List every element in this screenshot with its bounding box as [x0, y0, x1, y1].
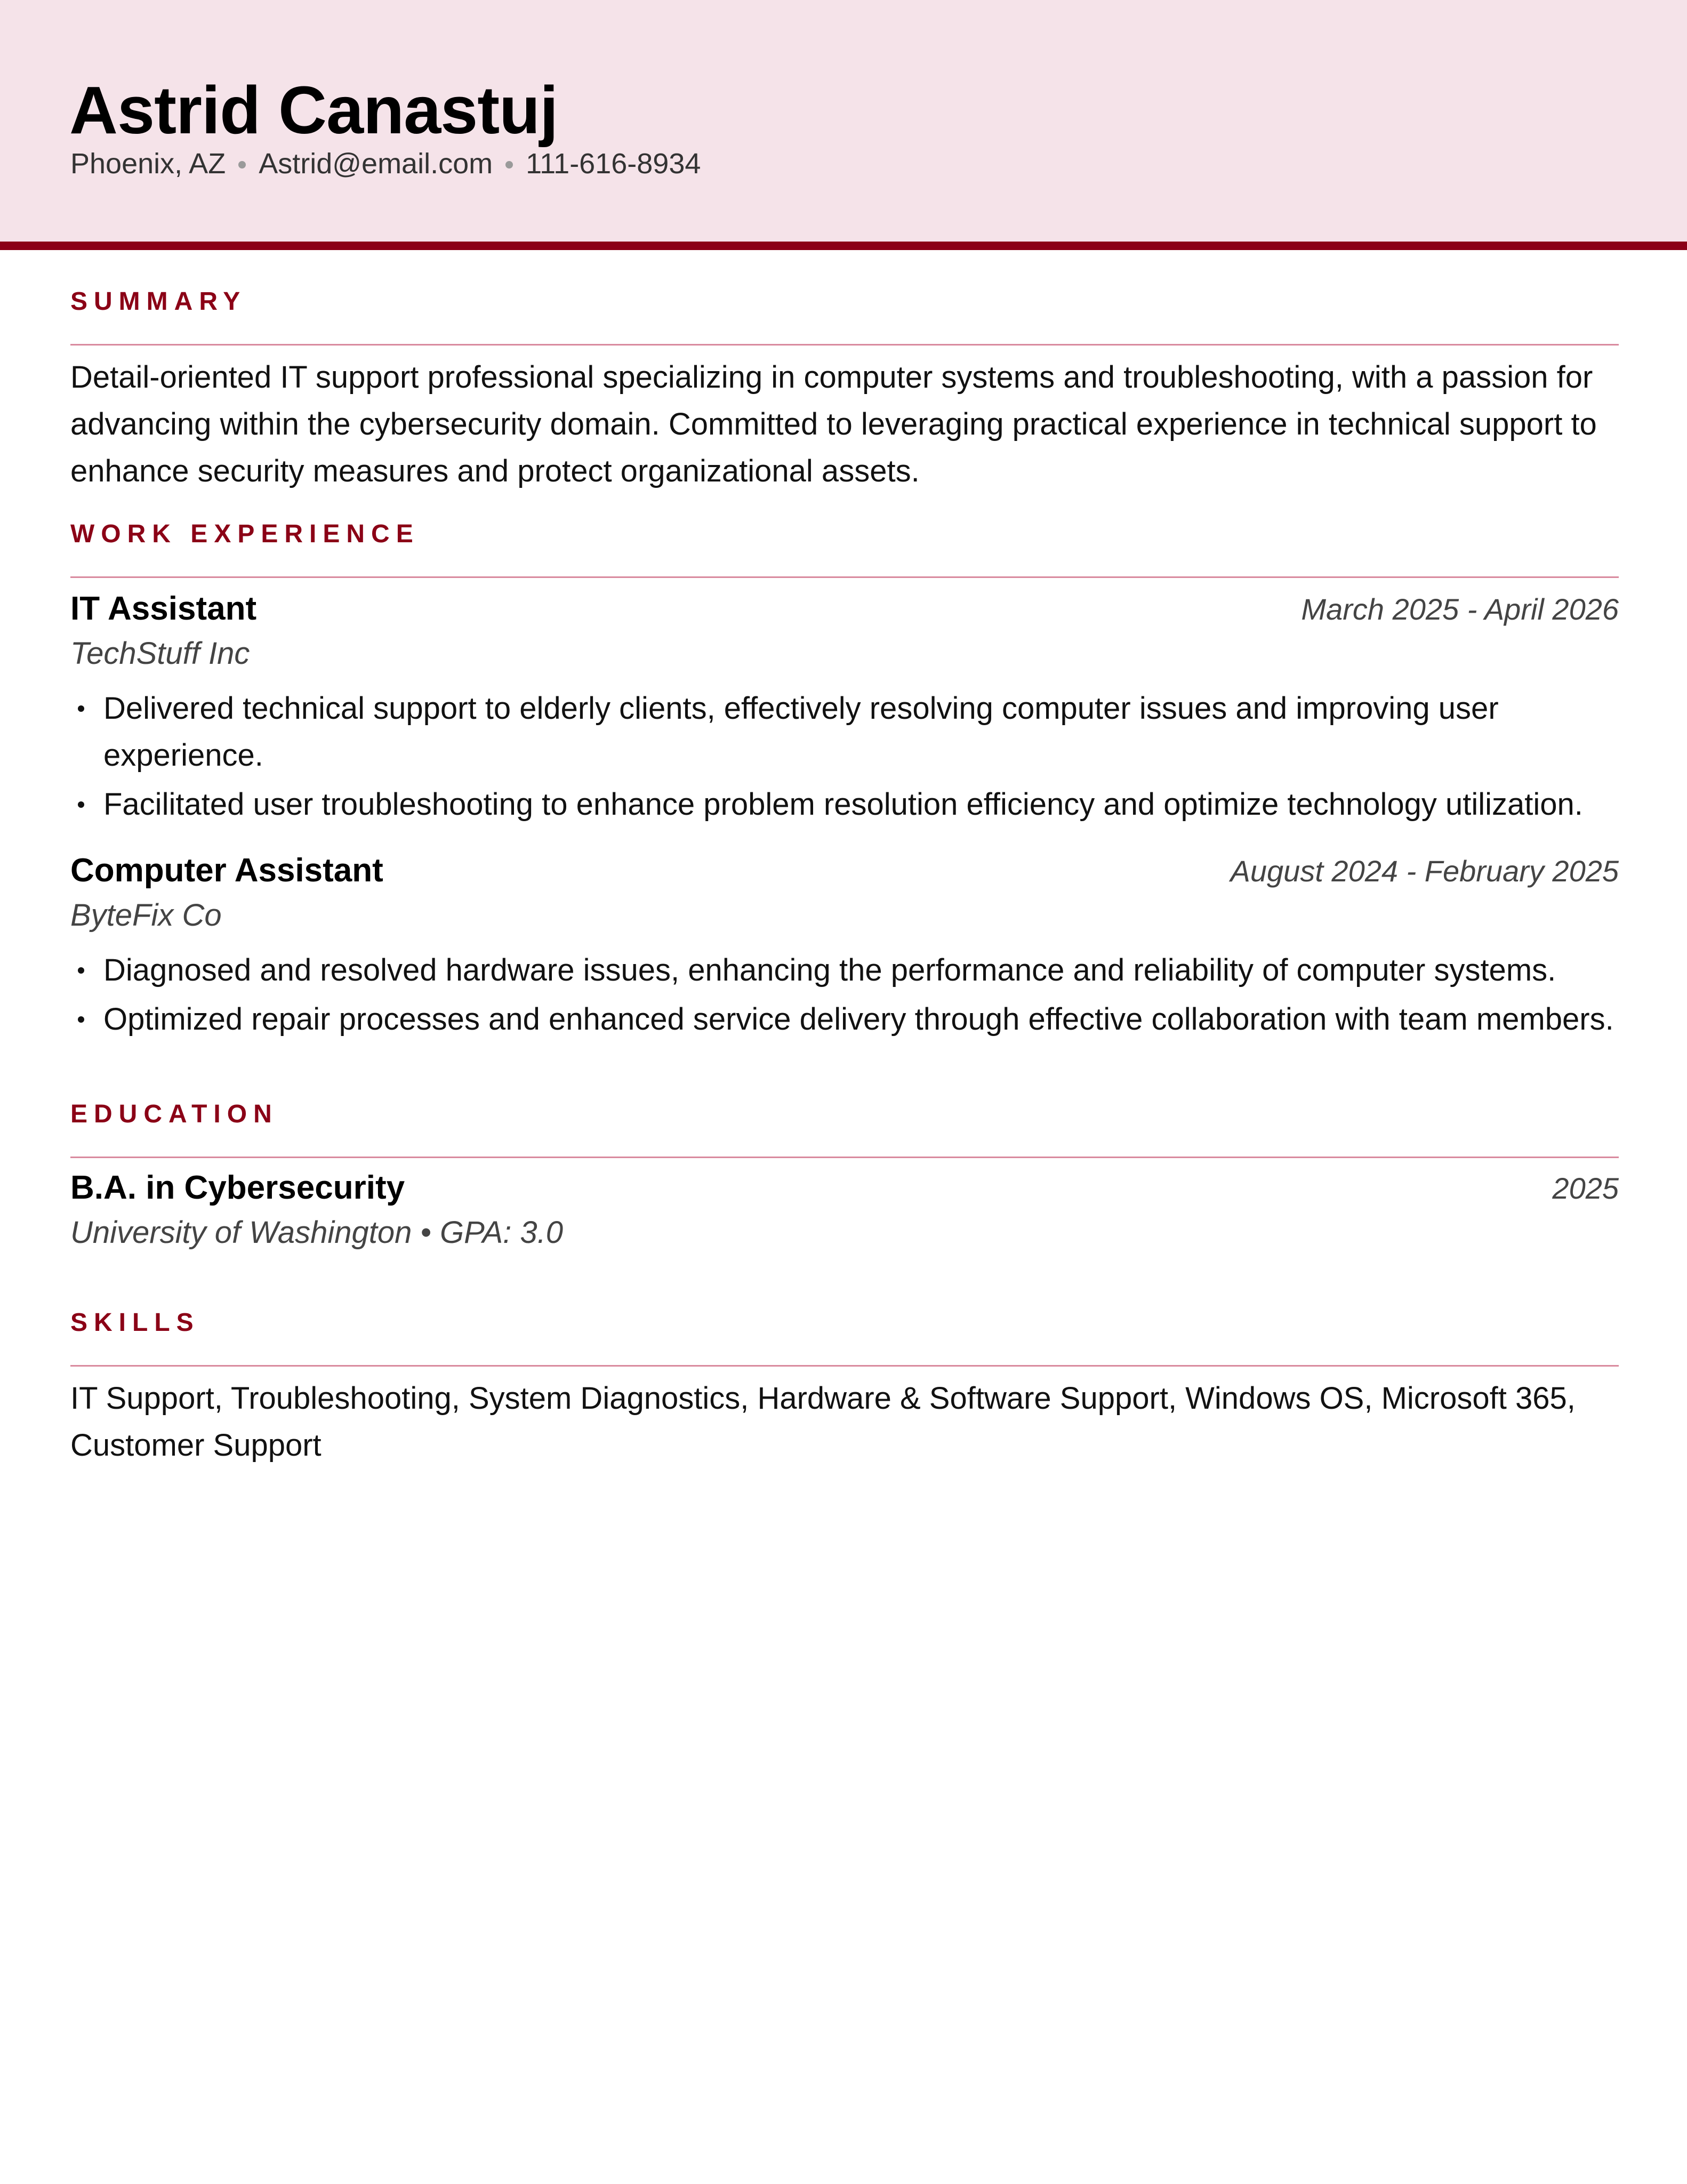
job-bullet: Diagnosed and resolved hardware issues, enhancing the performance and reliability of computer systems.	[70, 947, 1619, 994]
job-title: Computer Assistant	[70, 852, 383, 889]
job-bullet: Optimized repair processes and enhanced service delivery through effective collaboration with team members.	[70, 996, 1619, 1043]
work-experience-section	[70, 518, 1619, 1043]
resume-body	[70, 250, 1619, 1469]
job-dates: August 2024 - February 2025	[1230, 854, 1619, 888]
job-dates: March 2025 - April 2026	[1301, 592, 1619, 626]
job-entry	[70, 588, 1619, 828]
candidate-name: Astrid Canastuj	[69, 73, 558, 148]
section-heading-skills: SKILLS	[70, 1308, 200, 1337]
skills-text: IT Support, Troubleshooting, System Diagnostics, Hardware & Software Support, Windows OS, Microsoft 365, Customer Support	[70, 1381, 1576, 1463]
contact-email[interactable]: Astrid@email.com	[259, 148, 493, 180]
bullet-icon	[78, 967, 84, 974]
section-divider	[70, 576, 1619, 578]
bullet-icon	[78, 705, 84, 712]
section-heading-work-experience: WORK EXPERIENCE	[70, 520, 420, 548]
section-heading-summary: SUMMARY	[70, 287, 247, 316]
education-section	[70, 1098, 1619, 1256]
job-header	[70, 849, 1619, 893]
section-divider	[70, 1365, 1619, 1367]
contact-phone[interactable]: 111-616-8934	[526, 148, 701, 180]
job-bullet: Facilitated user troubleshooting to enhance problem resolution efficiency and optimize technology utilization.	[70, 781, 1619, 828]
section-divider	[70, 344, 1619, 346]
job-bullet: Delivered technical support to elderly clients, effectively resolving computer issues and improving user experience.	[70, 685, 1619, 779]
section-divider	[70, 1157, 1619, 1158]
job-company: TechStuff Inc	[70, 636, 250, 671]
job-title: IT Assistant	[70, 590, 257, 627]
job-bullets	[70, 947, 1619, 1043]
job-company: ByteFix Co	[70, 898, 222, 933]
skills-section	[70, 1307, 1619, 1469]
degree-title: B.A. in Cybersecurity	[70, 1169, 405, 1206]
section-heading-education: EDUCATION	[70, 1100, 278, 1128]
bullet-separator-icon	[238, 161, 246, 168]
job-entry	[70, 849, 1619, 1043]
bullet-icon	[78, 1016, 84, 1023]
contact-line	[70, 145, 701, 182]
education-header	[70, 1167, 1619, 1210]
job-header	[70, 588, 1619, 631]
bullet-separator-icon	[505, 161, 513, 168]
resume-header	[0, 0, 1687, 250]
school-and-gpa: University of Washington • GPA: 3.0	[70, 1215, 564, 1250]
summary-section	[70, 286, 1619, 495]
summary-text: Detail-oriented IT support professional specializing in computer systems and troubleshooting, with a passion for advancing within the cybersecurity domain. Committed to leveraging practical experience in technical support to enhance security measures and protect organizational assets.	[70, 360, 1597, 488]
contact-location: Phoenix, AZ	[70, 148, 226, 180]
graduation-year: 2025	[1552, 1171, 1619, 1205]
bullet-icon	[78, 801, 84, 808]
job-bullets	[70, 685, 1619, 828]
education-entry	[70, 1167, 1619, 1256]
